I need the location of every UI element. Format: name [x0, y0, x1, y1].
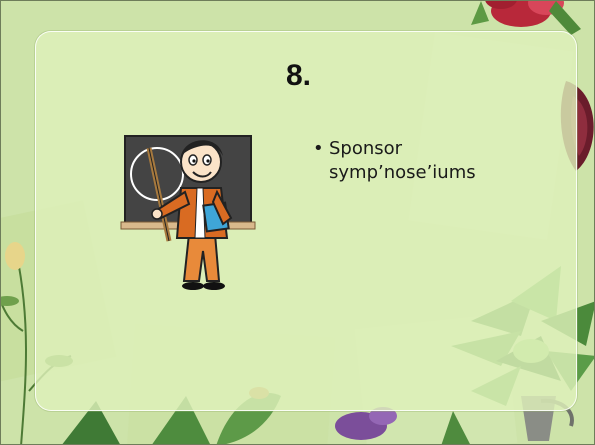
slide-title: 8.	[285, 59, 312, 92]
bullet-marker: •	[313, 138, 324, 159]
bullet-list	[313, 137, 529, 185]
teacher-chalkboard-clipart	[119, 126, 259, 294]
bullet-item	[313, 137, 529, 185]
bullet-text: Sponsor symp’nose’iums	[329, 138, 476, 183]
